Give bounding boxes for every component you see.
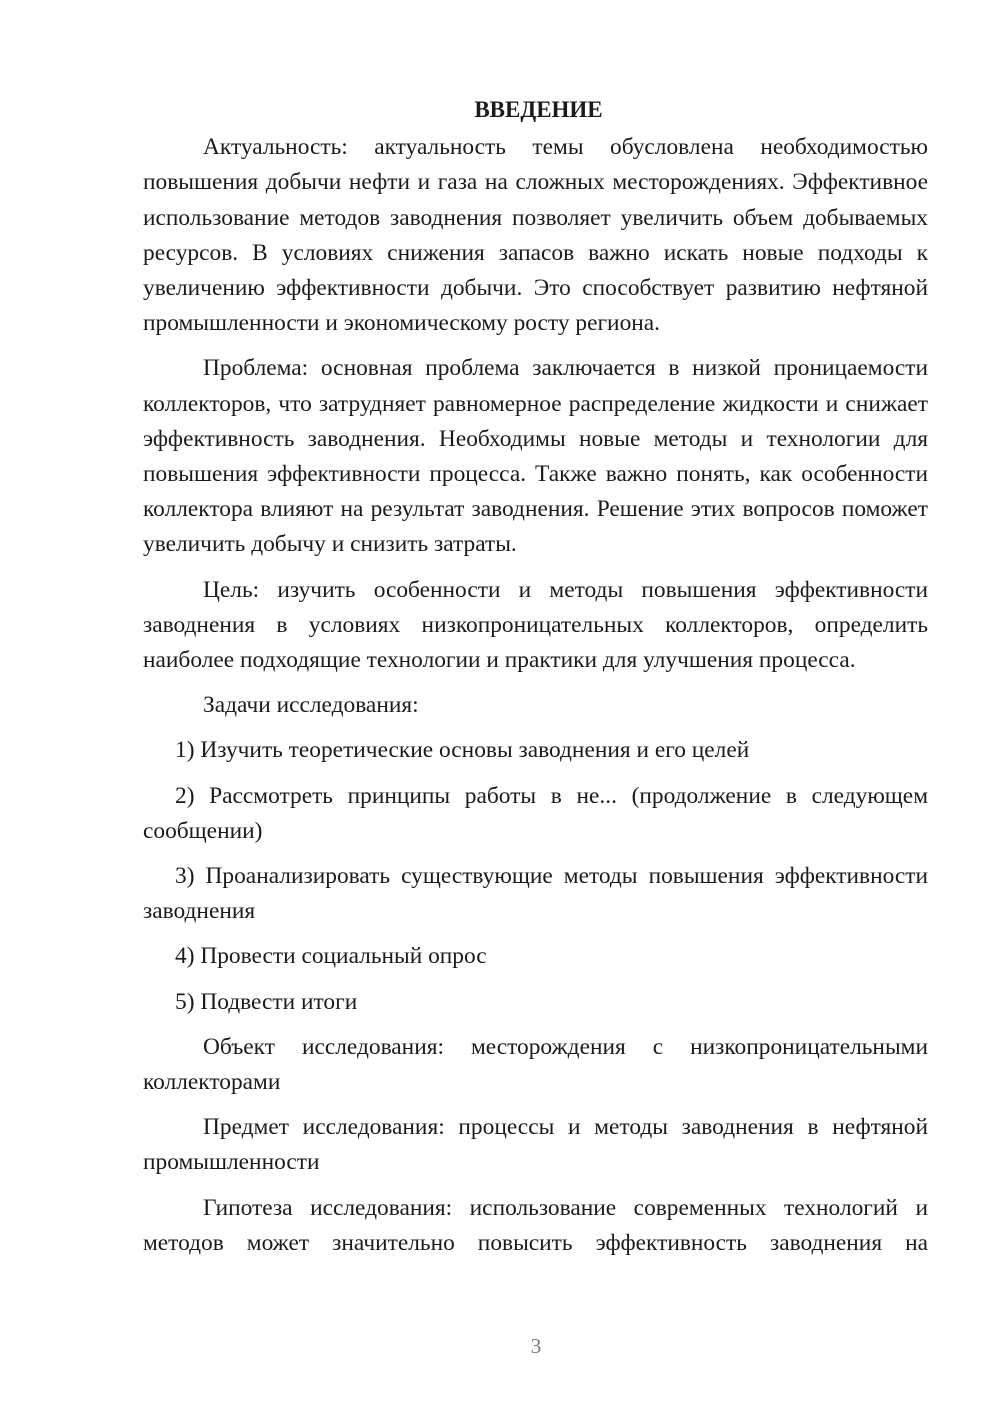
relevance-paragraph: Актуальность: актуальность темы обусловлена необходимостью повышения добычи нефти и газа на сложных месторождениях. Эффективное использование методов заводнения позволяет увеличить объем добываемых ресурсов. В условиях снижения запасов важно искать новые подходы к увеличению эффективности добычи. Это способствует развитию нефтяной промышленности и экономическому росту региона. xyxy=(143,134,928,337)
task-item: 3) Проанализировать существующие методы повышения эффективности заводнения xyxy=(143,863,928,925)
task-item: 2) Рассмотреть принципы работы в не... (продолжение в следующем сообщении) xyxy=(143,782,928,844)
task-item: 4) Провести социальный опрос xyxy=(175,943,487,970)
research-subject-paragraph: Предмет исследования: процессы и методы заводнения в нефтяной промышленности xyxy=(143,1114,928,1176)
document-body xyxy=(143,92,928,1271)
hypothesis-paragraph: Гипотеза исследования: использование современных технологий и методов может значительно повысить эффективность заводнения на xyxy=(143,1194,928,1256)
section-title: ВВЕДЕНИЕ xyxy=(474,97,603,122)
task-item: 1) Изучить теоретические основы заводнения и его целей xyxy=(175,737,750,764)
task-item: 5) Подвести итоги xyxy=(175,988,358,1015)
page-number: 3 xyxy=(530,1334,542,1358)
problem-paragraph: Проблема: основная проблема заключается в низкой проницаемости коллекторов, что затрудняет равномерное распределение жидкости и снижает эффективность заводнения. Необходимы новые методы и технологии для повышения эффективности процесса. Также важно понять, как особенности коллектора влияют на результат заводнения. Решение этих вопросов поможет увеличить добычу и снизить затраты. xyxy=(143,355,928,558)
tasks-heading: Задачи исследования: xyxy=(203,692,419,719)
goal-paragraph: Цель: изучить особенности и методы повышения эффективности заводнения в условиях низкопроницательных коллекторов, определить наиболее подходящие технологии и практики для улучшения процесса. xyxy=(143,576,928,674)
research-object-paragraph: Объект исследования: месторождения с низкопроницательными коллекторами xyxy=(143,1033,928,1096)
